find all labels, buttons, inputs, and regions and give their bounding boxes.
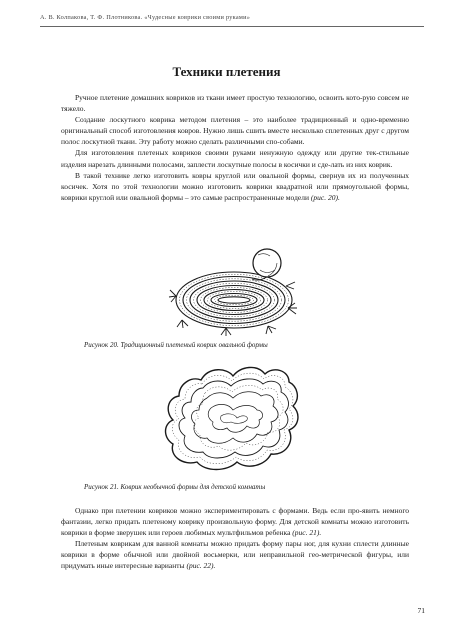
paragraph-text: В такой технике легко изготовить ковры круглой или овальной формы, свернув их из полученных косичек. Хотя по этой технологии можно изготовить коврики квадратной или прямоугольной формы, коврики круглой или овальной формы – это самые распространенные модели [61,170,409,202]
paragraph [61,114,409,147]
page-title: Техники плетения [172,64,281,79]
body-text-bottom [61,505,409,572]
yarn-ball-icon [252,249,281,280]
figure-reference: (рис. 20). [310,192,340,202]
unusual-shape-rug-illustration [161,362,309,478]
figure-reference: (рис. 22). [186,561,216,571]
oval-braided-rug-illustration [168,246,308,338]
paragraph-text: Создание лоскутного коврика методом плетения – это наиболее традиционный и одно-временно оригинальный способ изготовления ковров. Нужно лишь сшить вместе несколько сплетенных друг с другом полос лоскутной ткани. Эту работу можно сделать различными спо-собами. [61,115,409,147]
body-text-top [61,92,409,203]
figure-reference: (рис. 21). [292,528,322,538]
paragraph-text: Однако при плетении ковриков можно экспериментировать с формами. Ведь если про-явить немного фантазии, легко придать плетеному коврику произвольную форму. Для детской комнаты можно изготовить коврики в форме зверушек или героев любимых мультфильмов ребенка [61,506,409,538]
running-head: А. В. Колпакова, Т. Ф. Плотникова. «Чудесные коврики своими руками» [40,14,251,21]
paragraph-text: Ручное плетение домашних ковриков из ткани имеет простую технологию, освоить кото-рую совсем не тяжело. [61,93,409,114]
paragraph [61,92,409,114]
paragraph [61,505,409,538]
paragraph-text: Плетеным коврикам для ванной комнаты можно придать форму пары ног, для кухни сплести длинные коврики в форме обычной или двойной восьмерки, или неправильной гео-метрической фигуры, или придумать иные интересные варианты [61,539,409,571]
page-number: 71 [417,606,425,615]
paragraph [61,538,409,571]
header-rule [40,26,424,27]
figure-caption: Рисунок 20. Традиционный плетеный коврик овальной формы [84,341,268,349]
paragraph [61,147,409,169]
paragraph [61,170,409,203]
figure-caption: Рисунок 21. Коврик необычной формы для детской комнаты [84,483,266,491]
paragraph-text: Для изготовления плетеных ковриков своими руками ненужную одежду или другие тек-стильные изделия нарезать длинными полосами, заплести лоскутные полосы в косички и сде-лать из них коврик. [61,148,409,169]
